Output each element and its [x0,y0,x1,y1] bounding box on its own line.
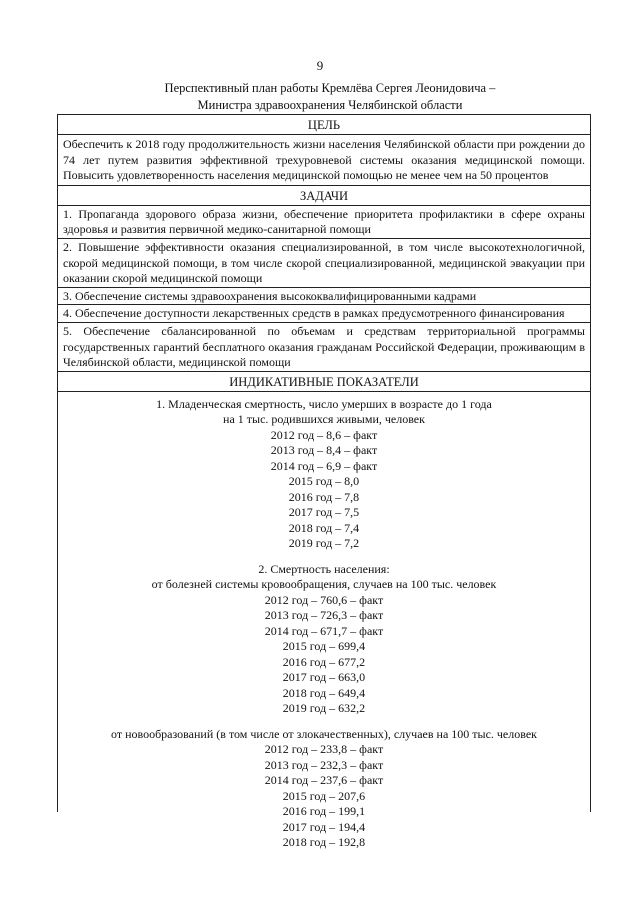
task-item-5: 5. Обеспечение сбалансированной по объемам и средствам территориальной программы государственных гарантий бесплатного оказания гражданам Российской Федерации, проживающим в Челябинской области, медицинской помощи [58,323,590,372]
tasks-header: ЗАДАЧИ [58,186,590,206]
indicator-2-sub1-value: 2012 год – 760,6 – факт [264,592,384,607]
indicator-1-value: 2015 год – 8,0 [288,474,360,489]
indicator-1-title-line-1: 1. Младенческая смертность, число умерших в возрасте до 1 года [156,396,492,411]
indicator-2-sub2-title: от новообразований (в том числе от злокачественных), случаев на 100 тыс. человек [110,726,538,741]
indicator-2-sub1-value: 2019 год – 632,2 [282,701,366,716]
indicator-2-sub1-value: 2015 год – 699,4 [282,639,366,654]
indicator-1-title-line-2: на 1 тыс. родившихся живыми, человек [223,412,425,427]
indicators-header: ИНДИКАТИВНЫЕ ПОКАЗАТЕЛИ [58,372,590,392]
section-spacer [58,552,590,562]
indicator-2-sub2-value: 2018 год – 192,8 [282,835,366,850]
indicator-2-sub2-value: 2013 год – 232,3 – факт [264,757,384,772]
indicator-1-value: 2012 год – 8,6 – факт [270,427,378,442]
indicator-2-sub1-value: 2018 год – 649,4 [282,685,366,700]
page-number: 9 [316,58,324,73]
indicator-2-sub2-value: 2017 год – 194,4 [282,819,366,834]
indicators-section [58,392,590,850]
indicator-1-value: 2013 год – 8,4 – факт [270,443,378,458]
indicator-2-sub2-value: 2015 год – 207,6 [282,788,366,803]
task-item-2: 2. Повышение эффективности оказания специализированной, в том числе высокотехнологичной, скорой медицинской помощи, в том числе скорой специализированной, медицинской эвакуации при оказании скорой медицинской помощи [58,239,590,288]
task-item-3: 3. Обеспечение системы здравоохранения высококвалифицированными кадрами [58,288,590,306]
goal-header: ЦЕЛЬ [58,115,590,135]
indicator-1-value: 2014 год – 6,9 – факт [270,458,378,473]
indicator-1-value: 2019 год – 7,2 [288,536,360,551]
indicator-2-sub1-value: 2013 год – 726,3 – факт [264,608,384,623]
indicator-2-sub2-value: 2014 год – 237,6 – факт [264,773,384,788]
indicator-2-sub1-value: 2014 год – 671,7 – факт [264,623,384,638]
indicator-1-value: 2018 год – 7,4 [288,520,360,535]
indicator-2-sub1-value: 2017 год – 663,0 [282,670,366,685]
title-line-2: Министра здравоохранения Челябинской области [197,98,463,112]
task-item-1: 1. Пропаганда здорового образа жизни, обеспечение приоритета профилактики в сфере охраны здоровья и развития первичной медико-санитарной помощи [58,206,590,239]
plan-table [57,114,591,850]
indicator-2-sub1-value: 2016 год – 677,2 [282,654,366,669]
page-title [0,80,640,114]
indicator-2-sub2-value: 2012 год – 233,8 – факт [264,742,384,757]
indicator-2-title: 2. Смертность населения: [258,561,390,576]
indicator-1-value: 2016 год – 7,8 [288,489,360,504]
title-line-1: Перспективный план работы Кремлёва Сергея Леонидовича – [164,81,496,95]
indicator-2-sub2-value: 2016 год – 199,1 [282,804,366,819]
indicator-1-value: 2017 год – 7,5 [288,505,360,520]
goal-text: Обеспечить к 2018 году продолжительность жизни населения Челябинской области при рождении до 74 лет путем развития эффективной трехуровневой системы оказания медицинской помощи. Повысить удовлетворенность населения медицинской помощью не менее чем на 50 процентов [58,135,590,186]
task-item-4: 4. Обеспечение доступности лекарственных средств в рамках предусмотренного финансирования [58,305,590,323]
indicator-2-sub1-title: от болезней системы кровообращения, случаев на 100 тыс. человек [151,577,497,592]
section-spacer [58,717,590,727]
